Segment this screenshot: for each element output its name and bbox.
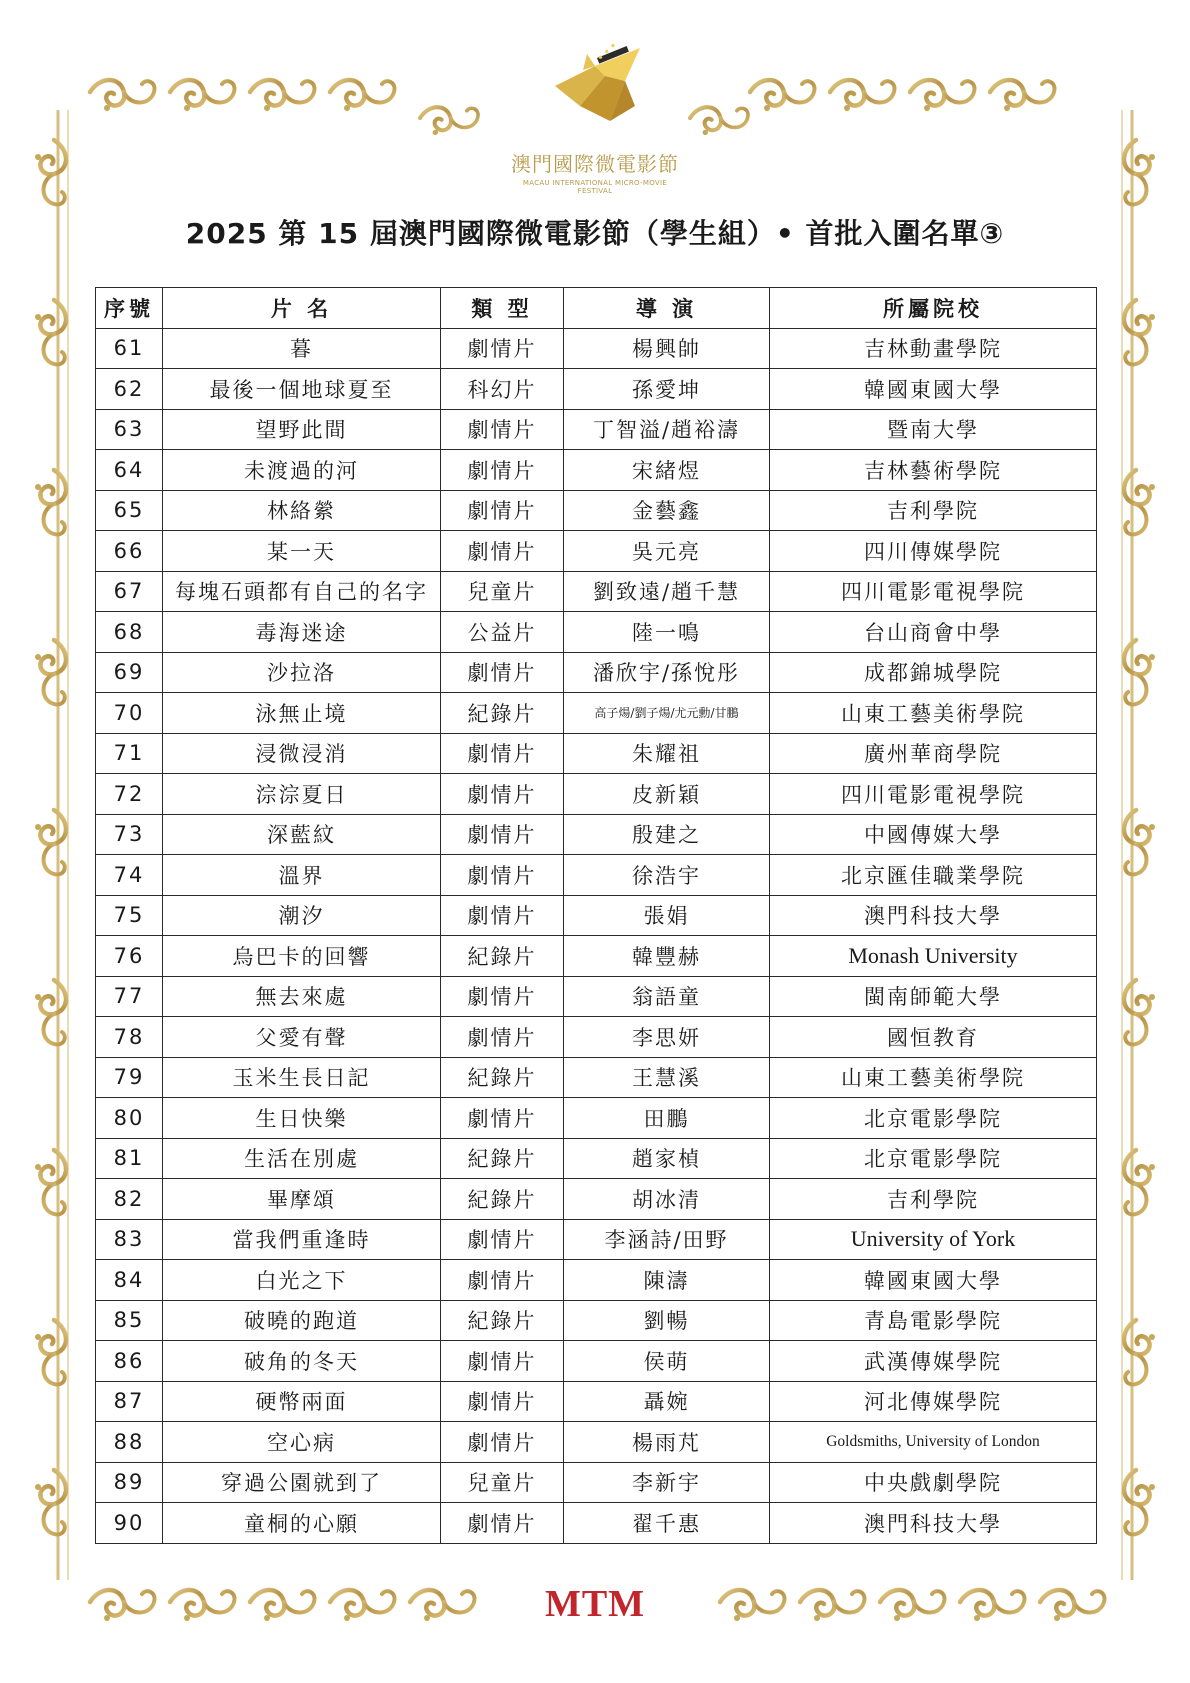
table-row	[96, 1017, 1097, 1058]
cell-genre: 劇情片	[441, 855, 564, 896]
table-row	[96, 774, 1097, 815]
cell-number: 81	[96, 1138, 163, 1179]
cell-genre: 紀錄片	[441, 1179, 564, 1220]
cell-number: 71	[96, 733, 163, 774]
table-row	[96, 1341, 1097, 1382]
cell-director: 孫愛坤	[564, 369, 770, 410]
cell-school: 台山商會中學	[770, 612, 1097, 653]
cell-school: 山東工藝美術學院	[770, 693, 1097, 734]
cell-school: 北京匯佳職業學院	[770, 855, 1097, 896]
cell-director: 朱耀祖	[564, 733, 770, 774]
table-row	[96, 693, 1097, 734]
cell-number: 61	[96, 328, 163, 369]
cell-genre: 劇情片	[441, 531, 564, 572]
cell-title: 未渡過的河	[163, 450, 441, 491]
gold-bird-icon	[535, 36, 655, 146]
cell-school: 青島電影學院	[770, 1300, 1097, 1341]
cell-title: 毒海迷途	[163, 612, 441, 653]
table-row	[96, 571, 1097, 612]
cell-genre: 劇情片	[441, 1341, 564, 1382]
cell-director: 侯萌	[564, 1341, 770, 1382]
cell-genre: 劇情片	[441, 1098, 564, 1139]
cell-title: 破角的冬天	[163, 1341, 441, 1382]
cell-genre: 公益片	[441, 612, 564, 653]
table-row	[96, 490, 1097, 531]
cell-number: 77	[96, 976, 163, 1017]
cell-genre: 劇情片	[441, 409, 564, 450]
cell-number: 65	[96, 490, 163, 531]
cell-title: 畢摩頌	[163, 1179, 441, 1220]
cell-school: 澳門科技大學	[770, 1503, 1097, 1544]
cell-number: 68	[96, 612, 163, 653]
table-row	[96, 895, 1097, 936]
header-director: 導 演	[564, 288, 770, 329]
cell-school: 四川電影電視學院	[770, 774, 1097, 815]
cell-school: Goldsmiths, University of London	[770, 1422, 1097, 1463]
cell-number: 78	[96, 1017, 163, 1058]
cell-director: 聶婉	[564, 1381, 770, 1422]
table-row	[96, 1381, 1097, 1422]
cell-director: 楊雨芃	[564, 1422, 770, 1463]
cell-number: 70	[96, 693, 163, 734]
cell-school: 國恒教育	[770, 1017, 1097, 1058]
cell-genre: 劇情片	[441, 895, 564, 936]
cell-genre: 劇情片	[441, 1381, 564, 1422]
table-row	[96, 936, 1097, 977]
cell-genre: 兒童片	[441, 1462, 564, 1503]
page-title: 2025 第 15 屆澳門國際微電影節（學生組）• 首批入圍名單③	[185, 217, 1005, 250]
table-row	[96, 1462, 1097, 1503]
cell-school: 澳門科技大學	[770, 895, 1097, 936]
table-row	[96, 450, 1097, 491]
cell-director: 韓豐赫	[564, 936, 770, 977]
header-title: 片 名	[163, 288, 441, 329]
cell-genre: 劇情片	[441, 774, 564, 815]
table-row	[96, 1179, 1097, 1220]
cell-director: 李涵詩/田野	[564, 1219, 770, 1260]
cell-number: 83	[96, 1219, 163, 1260]
cell-school: 韓國東國大學	[770, 369, 1097, 410]
cell-genre: 紀錄片	[441, 936, 564, 977]
cell-director: 陳濤	[564, 1260, 770, 1301]
cell-genre: 劇情片	[441, 733, 564, 774]
cell-title: 淙淙夏日	[163, 774, 441, 815]
cell-school: 北京電影學院	[770, 1138, 1097, 1179]
cell-title: 童桐的心願	[163, 1503, 441, 1544]
cell-director: 胡冰清	[564, 1179, 770, 1220]
cell-title: 白光之下	[163, 1260, 441, 1301]
cell-number: 85	[96, 1300, 163, 1341]
table-header-row	[96, 288, 1097, 329]
mtm-logo: MTM	[544, 1583, 646, 1625]
cell-genre: 劇情片	[441, 1219, 564, 1260]
cell-title: 沙拉洛	[163, 652, 441, 693]
cell-number: 90	[96, 1503, 163, 1544]
cell-number: 88	[96, 1422, 163, 1463]
header-number: 序號	[96, 288, 163, 329]
cell-genre: 劇情片	[441, 976, 564, 1017]
cell-genre: 劇情片	[441, 652, 564, 693]
cell-director: 殷建之	[564, 814, 770, 855]
cell-title: 硬幣兩面	[163, 1381, 441, 1422]
cell-school: 河北傳媒學院	[770, 1381, 1097, 1422]
cell-school: 四川電影電視學院	[770, 571, 1097, 612]
table-row	[96, 976, 1097, 1017]
cell-genre: 兒童片	[441, 571, 564, 612]
cell-director: 翁語童	[564, 976, 770, 1017]
cell-genre: 劇情片	[441, 328, 564, 369]
cell-title: 玉米生長日記	[163, 1057, 441, 1098]
cell-director: 田鵬	[564, 1098, 770, 1139]
cell-number: 62	[96, 369, 163, 410]
cell-title: 烏巴卡的回響	[163, 936, 441, 977]
cell-genre: 劇情片	[441, 1503, 564, 1544]
cell-director: 楊興帥	[564, 328, 770, 369]
cell-genre: 紀錄片	[441, 693, 564, 734]
cell-director: 劉暢	[564, 1300, 770, 1341]
cell-director: 宋緒煜	[564, 450, 770, 491]
cell-number: 72	[96, 774, 163, 815]
table-row	[96, 328, 1097, 369]
cell-title: 林絡縈	[163, 490, 441, 531]
cell-school: 吉利學院	[770, 490, 1097, 531]
cell-number: 80	[96, 1098, 163, 1139]
cell-director: 徐浩宇	[564, 855, 770, 896]
cell-title: 溫界	[163, 855, 441, 896]
cell-title: 最後一個地球夏至	[163, 369, 441, 410]
table-row	[96, 1057, 1097, 1098]
cell-school: 韓國東國大學	[770, 1260, 1097, 1301]
table-row	[96, 1260, 1097, 1301]
cell-title: 潮汐	[163, 895, 441, 936]
cell-number: 74	[96, 855, 163, 896]
cell-director: 翟千惠	[564, 1503, 770, 1544]
cell-genre: 劇情片	[441, 1422, 564, 1463]
cell-title: 生日快樂	[163, 1098, 441, 1139]
cell-director: 張娟	[564, 895, 770, 936]
table-row	[96, 531, 1097, 572]
table-row	[96, 1098, 1097, 1139]
cell-title: 每塊石頭都有自己的名字	[163, 571, 441, 612]
cell-director: 陸一鳴	[564, 612, 770, 653]
cell-title: 泳無止境	[163, 693, 441, 734]
cell-title: 生活在別處	[163, 1138, 441, 1179]
cell-school: 中國傳媒大學	[770, 814, 1097, 855]
cell-number: 84	[96, 1260, 163, 1301]
cell-school: 吉林藝術學院	[770, 450, 1097, 491]
cell-number: 79	[96, 1057, 163, 1098]
table-row	[96, 1138, 1097, 1179]
header-school: 所屬院校	[770, 288, 1097, 329]
cell-number: 66	[96, 531, 163, 572]
logo-name-english: MACAU INTERNATIONAL MICRO-MOVIE FESTIVAL	[522, 179, 668, 195]
cell-title: 深藍紋	[163, 814, 441, 855]
cell-title: 望野此間	[163, 409, 441, 450]
cell-director: 金藝鑫	[564, 490, 770, 531]
cell-title: 父愛有聲	[163, 1017, 441, 1058]
cell-title: 當我們重逢時	[163, 1219, 441, 1260]
cell-number: 87	[96, 1381, 163, 1422]
cell-genre: 劇情片	[441, 1017, 564, 1058]
cell-title: 浸微浸消	[163, 733, 441, 774]
cell-school: 廣州華商學院	[770, 733, 1097, 774]
cell-school: 北京電影學院	[770, 1098, 1097, 1139]
cell-number: 76	[96, 936, 163, 977]
cell-school: 四川傳媒學院	[770, 531, 1097, 572]
cell-school: 山東工藝美術學院	[770, 1057, 1097, 1098]
cell-number: 64	[96, 450, 163, 491]
cell-title: 暮	[163, 328, 441, 369]
cell-school: 武漢傳媒學院	[770, 1341, 1097, 1382]
table-row	[96, 1422, 1097, 1463]
cell-director: 吳元亮	[564, 531, 770, 572]
cell-genre: 劇情片	[441, 814, 564, 855]
table-row	[96, 733, 1097, 774]
cell-director: 王慧溪	[564, 1057, 770, 1098]
cell-number: 67	[96, 571, 163, 612]
cell-school: 吉利學院	[770, 1179, 1097, 1220]
header-genre: 類 型	[441, 288, 564, 329]
cell-school: University of York	[770, 1219, 1097, 1260]
cell-number: 75	[96, 895, 163, 936]
cell-director: 潘欣宇/孫悅彤	[564, 652, 770, 693]
table-row	[96, 1219, 1097, 1260]
cell-director: 李新宇	[564, 1462, 770, 1503]
cell-director: 高子煬/劉子煬/尤元勳/甘鵬	[564, 693, 770, 734]
cell-genre: 劇情片	[441, 450, 564, 491]
table-row	[96, 409, 1097, 450]
cell-school: 暨南大學	[770, 409, 1097, 450]
cell-genre: 紀錄片	[441, 1057, 564, 1098]
cell-title: 無去來處	[163, 976, 441, 1017]
table-row	[96, 814, 1097, 855]
table-row	[96, 612, 1097, 653]
cell-title: 破曉的跑道	[163, 1300, 441, 1341]
cell-genre: 劇情片	[441, 490, 564, 531]
cell-number: 89	[96, 1462, 163, 1503]
table-row	[96, 369, 1097, 410]
cell-number: 63	[96, 409, 163, 450]
cell-number: 82	[96, 1179, 163, 1220]
cell-number: 73	[96, 814, 163, 855]
cell-genre: 紀錄片	[441, 1300, 564, 1341]
logo-name-chinese: 澳門國際微電影節	[511, 152, 679, 176]
cell-number: 69	[96, 652, 163, 693]
nominee-table	[95, 287, 1097, 1544]
table-row	[96, 855, 1097, 896]
cell-number: 86	[96, 1341, 163, 1382]
cell-director: 丁智溢/趙裕濤	[564, 409, 770, 450]
cell-director: 李思妍	[564, 1017, 770, 1058]
festival-logo	[505, 36, 685, 195]
cell-school: 閩南師範大學	[770, 976, 1097, 1017]
table-row	[96, 652, 1097, 693]
cell-director: 皮新穎	[564, 774, 770, 815]
cell-genre: 劇情片	[441, 1260, 564, 1301]
cell-director: 趙家楨	[564, 1138, 770, 1179]
cell-school: 吉林動畫學院	[770, 328, 1097, 369]
cell-genre: 紀錄片	[441, 1138, 564, 1179]
cell-director: 劉致遠/趙千慧	[564, 571, 770, 612]
cell-school: 中央戲劇學院	[770, 1462, 1097, 1503]
cell-genre: 科幻片	[441, 369, 564, 410]
cell-title: 某一天	[163, 531, 441, 572]
table-row	[96, 1503, 1097, 1544]
cell-title: 穿過公園就到了	[163, 1462, 441, 1503]
cell-title: 空心病	[163, 1422, 441, 1463]
table-row	[96, 1300, 1097, 1341]
cell-school: 成都錦城學院	[770, 652, 1097, 693]
cell-school: Monash University	[770, 936, 1097, 977]
